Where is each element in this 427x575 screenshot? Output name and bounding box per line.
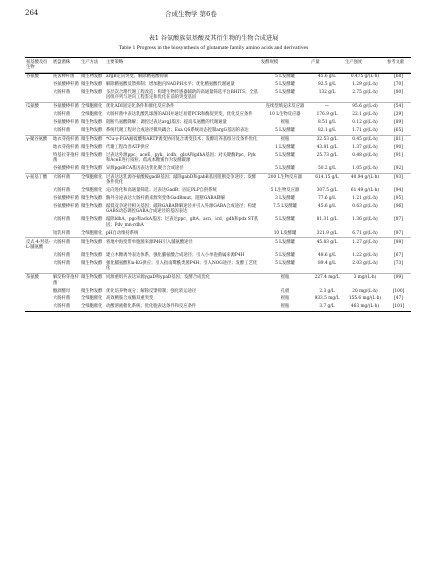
- scale-cell: 孔板: [280, 288, 290, 294]
- reference-cell: [47]: [394, 296, 403, 302]
- scale-cell: 摇瓶: [260, 135, 310, 143]
- productivity-cell: 3 mg/(L·h): [344, 274, 386, 288]
- chassis-cell: 谷氨酸棒杆菌: [53, 82, 79, 88]
- reference-cell: [97]: [394, 230, 403, 236]
- compound-cell: [25, 216, 52, 229]
- productivity-cell: 463 mg/(L·h): [350, 304, 380, 310]
- table-row: [25, 187, 411, 195]
- compound-cell: [25, 230, 52, 238]
- method-cell: 全细胞催化: [81, 230, 103, 236]
- chassis-cell: 大肠杆菌: [53, 89, 71, 95]
- compound-cell: [25, 111, 52, 119]
- table-title-en: Table 1 Progress in the biosynthesis of glutamate family amino acids and derivatives: [118, 45, 309, 51]
- method-cell: 全细胞催化: [81, 112, 103, 118]
- reference-cell: [96]: [394, 203, 403, 209]
- strategy-cell: 解除精氨酸反馈抑制；增加胞内NADPH水平；优化精氨酸代谢通量: [106, 82, 235, 88]
- table-title-cn: 表1 谷氨酸族氨基酸及其衍生物的生物合成进展: [148, 35, 279, 42]
- table-row: [25, 119, 411, 127]
- col-header-method: 生产方法: [81, 59, 99, 65]
- method-cell: 微生物发酵: [81, 203, 103, 209]
- reference-cell: [90]: [394, 144, 403, 150]
- scale-cell: 5 L发酵罐: [275, 260, 295, 266]
- scale-cell: 1 L发酵罐: [275, 144, 295, 150]
- strategy-cell: 过表达达乳源谷氨酸胺gadB基因；敲除gabD和gabB基因阻断竞争途径；发酵条件优化: [105, 173, 260, 187]
- strategy-cell: 敲除ldhA、pgo和ackA基因；过表达ppc、gltA、acn、icd、gdh和pdx ST基因；Pdv_mn-rdhA: [106, 217, 259, 228]
- reference-cell: [39]: [394, 112, 403, 118]
- reference-cell: [94]: [394, 188, 403, 194]
- col-header-scale: 发酵规模: [261, 59, 279, 65]
- table-row: [25, 203, 411, 216]
- chassis-cell: 大肠杆菌: [53, 296, 71, 302]
- strategy-cell: 大肠杆菌中表达乳酸乳球菌的ADI并通过易错PCR和酶促突变，优化反应条件: [106, 112, 253, 118]
- compound-cell: [25, 295, 52, 303]
- reference-cell: [67]: [394, 252, 403, 258]
- reference-cell: [54]: [386, 103, 411, 111]
- titer-cell: 933.5 mg/L: [314, 296, 340, 302]
- chassis-cell: 地衣芽孢杆菌: [53, 144, 79, 150]
- productivity-cell: 1.05 g/(L·h): [352, 165, 378, 171]
- method-cell: 微生物发酵: [80, 135, 105, 143]
- table-row: [25, 252, 411, 260]
- chassis-cell: 大肠杆菌: [53, 304, 71, 310]
- titer-cell: 25.73 g/L: [316, 152, 338, 158]
- method-cell: 微生物发酵: [81, 260, 103, 266]
- chassis-cell: 短乳杆菌: [53, 230, 71, 236]
- method-cell: 微生物发酵: [81, 82, 103, 88]
- scale-cell: 10 L生物反应器: [269, 112, 301, 118]
- table-row: [25, 81, 411, 89]
- chassis-cell: 钝齿棒杆菌: [52, 73, 80, 81]
- reference-cell: [81]: [386, 135, 411, 143]
- titer-cell: 176.9 g/L: [316, 112, 338, 118]
- col-header-productivity: 生产强度: [345, 59, 363, 65]
- titer-cell: 77.6 g/L: [318, 196, 336, 202]
- strategy-cell: pH自动维持系统: [106, 230, 139, 236]
- titer-cell: 45.6 g/L: [318, 203, 336, 209]
- productivity-cell: 0.63 g/(L·h): [352, 203, 378, 209]
- col-header-chassis: 底盘菌株: [53, 59, 71, 65]
- productivity-cell: 2.75 g/(L·h): [352, 89, 378, 95]
- strategy-cell: 优化培养物成分；解除反馈抑制；强化转运途径: [106, 288, 197, 294]
- scale-cell: 5 L发酵罐: [260, 238, 310, 252]
- chassis-cell: 解淀粉芽孢杆菌: [53, 275, 79, 286]
- table-row: [25, 89, 411, 103]
- table-row: [25, 73, 411, 81]
- titer-cell: 307.5 g/L: [316, 188, 338, 194]
- table-row: [25, 230, 411, 238]
- strategy-cell: 强化脯氨酸和a-KG供应；引入指南鹭酰类菌P4H；引入NOG途径；发酵工艺优化: [106, 260, 258, 272]
- amino-acid-table: [25, 58, 411, 311]
- chassis-cell: 特基拉芽孢杆菌: [53, 152, 79, 164]
- table-row: [25, 103, 411, 111]
- titer-cell: 3.7 g/L: [319, 304, 335, 310]
- scale-cell: 5 L发酵罐: [275, 89, 295, 95]
- compound-cell: γ-氨基丁酸: [25, 173, 52, 187]
- scale-cell: 5 L发酵罐: [275, 252, 295, 258]
- productivity-cell: 1.71 g/(L·h): [352, 127, 378, 133]
- compound-cell: [25, 151, 52, 164]
- col-header-strategy: 主要策略: [106, 59, 124, 65]
- reference-cell: [68]: [386, 73, 411, 81]
- productivity-cell: 61.49 g/(L·h): [350, 188, 380, 194]
- strategy-cell: 酶外分泌表达大肠杆菌来源突变体GadBmut；阻断GABA降解: [106, 196, 226, 202]
- scale-cell: 连续型填充床反应器: [260, 103, 310, 111]
- scale-cell: 摇瓶: [260, 274, 310, 288]
- scale-cell: 摇瓶: [280, 304, 290, 310]
- compound-cell: [25, 303, 52, 311]
- strategy-cell: 过表达外源ppc、aceE、pyk、icdh、glsA和gdhA基因；对关键酶Ppc、Pyk和AceE进行质粒；低成本糖蜜作为发酵碳源: [106, 152, 256, 164]
- titer-cell: 321.9 g/L: [316, 230, 338, 236]
- scale-cell: 10 L发酵罐: [273, 230, 297, 236]
- chassis-cell: 谷氨酸棒杆菌: [53, 120, 79, 126]
- table-row: [25, 127, 411, 135]
- method-cell: 全细胞催化: [80, 103, 105, 111]
- strategy-cell: 代谢工程改善ATP供应: [106, 144, 149, 150]
- col-header-compound: 氨基酸及衍生物: [26, 59, 48, 70]
- compound-cell: [25, 89, 52, 103]
- strategy-cell: *Cu-γ-PGA耐硫酸和ARTP诱变协同复合诱变技术；发酵培养基组分及条件优化: [105, 135, 260, 143]
- reference-cell: [93]: [386, 173, 411, 187]
- table-bottom-rule: [25, 311, 411, 312]
- method-cell: 微生物发酵: [81, 196, 103, 202]
- compound-cell: [25, 119, 52, 127]
- strategy-cell: 敲低竞争途径相关基因；敲除GABA降解途径并引入外源GABA合成途径；构建GABS动态调控GABA合成途径的基因表达: [106, 203, 257, 215]
- table-row: [25, 195, 411, 203]
- chassis-cell: 酿酒酵母: [53, 288, 71, 294]
- journal-title: 合成生物学 第6卷: [165, 10, 217, 18]
- table-row: [25, 135, 411, 143]
- scale-cell: 5 L发酵罐: [275, 82, 295, 88]
- chassis-cell: 大肠杆菌: [52, 173, 80, 187]
- reference-cell: [80]: [394, 89, 403, 95]
- reference-cell: [91]: [394, 152, 403, 158]
- strategy-cell: 动酸溶液催化系统；优化胞表达条件和反应条件: [106, 304, 197, 310]
- reference-cell: [101]: [392, 304, 405, 310]
- compound-cell: [25, 195, 52, 203]
- strategy-cell: 阻断鸟氨酸降解；调控过表达argJ基因；提高瓜氨酸的代谢通量: [106, 120, 227, 126]
- table-row: [25, 144, 411, 152]
- method-cell: 微生物发酵: [81, 127, 103, 133]
- table-row: [25, 151, 411, 164]
- productivity-cell: 1.36 g/(L·h): [352, 217, 378, 223]
- productivity-cell: 2.03 g/(L·h): [352, 260, 378, 266]
- method-cell: 微生物发酵: [80, 73, 105, 81]
- titer-cell: 92.5 g/L: [318, 82, 336, 88]
- chassis-cell: 大肠杆菌: [53, 112, 71, 118]
- method-cell: 微生物发酵: [81, 152, 103, 158]
- chassis-cell: 地衣芽孢杆菌: [53, 136, 79, 142]
- compound-cell: 谷氨酸: [25, 73, 52, 81]
- table-row: [25, 216, 411, 229]
- reference-cell: [73]: [394, 260, 403, 266]
- method-cell: 全细胞催化: [80, 173, 105, 187]
- titer-cell: 81.31 g/L: [316, 217, 338, 223]
- productivity-cell: 1.27 g/(L·h): [344, 238, 386, 252]
- method-cell: 微生物发酵: [81, 217, 103, 223]
- productivity-cell: 1.29 g/(L·h): [352, 82, 378, 88]
- method-cell: 微生物发酵: [81, 144, 103, 150]
- titer-cell: 132 g/L: [318, 89, 336, 95]
- table-row: [25, 260, 411, 274]
- chassis-cell: 大肠杆菌: [53, 127, 71, 133]
- col-header-reference: 参考文献: [387, 59, 405, 65]
- titer-cell: 50.2 g/L: [318, 165, 336, 171]
- strategy-cell: 系统代谢工程对合成途径模块耦合；Esa QS系统动态控制argG基因的表达: [106, 127, 249, 133]
- method-cell: 微生物发酵: [81, 120, 103, 126]
- titer-cell: 227.4 mg/L: [310, 274, 344, 288]
- reference-cell: [95]: [394, 196, 403, 202]
- compound-cell: [25, 165, 52, 173]
- strategy-cell: 同源重组共表达异源ygaD和ypaD基因；发酵合成优化: [105, 274, 260, 288]
- method-cell: 全细胞催化: [81, 188, 103, 194]
- table-row: [25, 173, 411, 187]
- compound-cell: [25, 187, 52, 195]
- strategy-cell: 高效精胺合成酶双重突变: [106, 296, 154, 302]
- titer-cell: 89.4 g/L: [318, 260, 336, 266]
- titer-cell: 8.51 g/L: [318, 120, 336, 126]
- titer-cell: —: [310, 103, 344, 111]
- reference-cell: [65]: [394, 127, 403, 133]
- productivity-cell: 1.21 g/(L·h): [352, 196, 378, 202]
- reference-cell: [87]: [394, 217, 403, 223]
- productivity-cell: 6.71 g/(L·h): [352, 230, 378, 236]
- page-header: [0, 0, 427, 30]
- titer-cell: 82.1 g/L: [318, 127, 336, 133]
- scale-cell: 7.5 L发酵罐: [273, 203, 297, 209]
- productivity-cell: 0.475 g/(L·h): [344, 73, 386, 81]
- scale-cell: 200 L生物反应器: [260, 173, 310, 187]
- strategy-cell: 将地中海变带单胞菌来源P4H引入脯氨酸途径: [105, 238, 260, 252]
- reference-cell: [99]: [386, 274, 411, 288]
- titer-cell: 43.81 g/L: [316, 144, 338, 150]
- col-header-titer: 产量: [311, 59, 320, 65]
- chassis-cell: 大肠杆菌: [53, 188, 71, 194]
- table-caption: [0, 33, 427, 51]
- scale-cell: 5 L发酵罐: [275, 127, 295, 133]
- chassis-cell: 谷氨酸棒杆菌: [53, 203, 79, 209]
- productivity-cell: 20 mg/(L·h): [352, 288, 378, 294]
- method-cell: 全细胞催化: [81, 304, 103, 310]
- productivity-cell: 22.1 g/(L·h): [352, 112, 378, 118]
- method-cell: 微生物发酵: [80, 274, 105, 288]
- method-cell: 微生物发酵: [81, 165, 103, 171]
- chassis-cell: 谷氨酸棒杆菌: [53, 104, 79, 110]
- compound-cell: [25, 287, 52, 295]
- titer-cell: 614.15 g/L: [310, 173, 344, 187]
- reference-cell: [92]: [394, 165, 403, 171]
- reference-cell: [98]: [386, 238, 411, 252]
- titer-cell: 32.53 g/L: [310, 135, 344, 143]
- strategy-cell: argB定向突变，解除精氨酸抑制: [105, 73, 260, 81]
- strategy-cell: 建立木糖诱导表达体系，强化脯氨酸合成途径；引入小单孢菌属来源P4H: [106, 252, 245, 258]
- productivity-cell: 1.37 g/(L·h): [352, 144, 378, 150]
- productivity-cell: 0.12 g/(L·h): [352, 120, 378, 126]
- scale-cell: 5 L生物反应器: [270, 188, 300, 194]
- method-cell: 微生物发酵: [80, 238, 105, 252]
- reference-cell: [70]: [394, 82, 403, 88]
- productivity-cell: 1.22 g/(L·h): [352, 252, 378, 258]
- reference-cell: [100]: [392, 288, 405, 294]
- compound-cell: 反式-4-羟基-L-脯氨酸: [26, 239, 51, 251]
- chassis-cell: 谷氨酸棒杆菌: [53, 196, 79, 202]
- titer-cell: 2.3 g/L: [319, 288, 335, 294]
- compound-cell: 茶氨酸: [25, 274, 52, 288]
- compound-cell: [25, 252, 52, 260]
- scale-cell: 5 L发酵罐: [275, 152, 295, 158]
- table-row: [25, 165, 411, 173]
- chassis-cell: 谷氨酸棒杆菌: [53, 165, 79, 171]
- compound-cell: γ-聚谷氨酸: [25, 135, 52, 143]
- productivity-cell: 0.45 g/(L·h): [344, 135, 386, 143]
- chassis-cell: 大肠杆菌: [53, 260, 71, 266]
- scale-cell: 5 L发酵罐: [275, 217, 295, 223]
- productivity-cell: 0.48 g/(L·h): [352, 152, 378, 158]
- compound-cell: [25, 127, 52, 135]
- strategy-cell: 异源pgsBCA基因表达优化聚合合成途径: [106, 165, 184, 171]
- scale-cell: 摇瓶: [280, 120, 290, 126]
- table-row: [25, 111, 411, 119]
- titer-cell: 45.6 g/L: [310, 73, 344, 81]
- titer-cell: 45.83 g/L: [310, 238, 344, 252]
- table-row: [25, 274, 411, 288]
- scale-cell: 摇瓶: [280, 296, 290, 302]
- strategy-cell: 优化ADI固定化条件和催化反应条件: [105, 103, 260, 111]
- scale-cell: 5 L发酵罐: [260, 73, 310, 81]
- strategy-cell: 定向进化和高通量筛选；过表达GadB；固定PLP自供系统: [106, 188, 217, 194]
- strategy-cell: 多层次合理代谢工程改造；构建生物传感器辅助的高通量筛选平台BHITS；全基因组序列与逆向工程鉴定和优化在前的突变基因: [106, 89, 258, 101]
- titer-cell: 48.6 g/L: [318, 252, 336, 258]
- table-header-row: [25, 58, 411, 73]
- table-row: [25, 287, 411, 295]
- table-row: [25, 238, 411, 252]
- productivity-cell: 95.6 g/(L·d): [344, 103, 386, 111]
- table-row: [25, 295, 411, 303]
- method-cell: 微生物发酵: [81, 252, 103, 258]
- method-cell: 全细胞催化: [81, 296, 103, 302]
- productivity-cell: 40.94 g/(L·h): [344, 173, 386, 187]
- scale-cell: 5 L发酵罐: [275, 165, 295, 171]
- compound-cell: 瓜氨酸: [25, 103, 52, 111]
- scale-cell: 3 L发酵罐: [275, 196, 295, 202]
- productivity-cell: 155.6 mg/(L·h): [348, 296, 382, 302]
- page-number: 264: [25, 9, 39, 17]
- reference-cell: [89]: [394, 120, 403, 126]
- chassis-cell: 大肠杆菌: [53, 252, 71, 258]
- table-body: [25, 73, 411, 312]
- compound-cell: [25, 144, 52, 152]
- method-cell: 微生物发酵: [81, 288, 103, 294]
- chassis-cell: 大肠杆菌: [53, 217, 71, 223]
- table-row: [25, 303, 411, 311]
- chassis-cell: 大肠杆菌: [52, 238, 80, 252]
- compound-cell: [25, 260, 52, 274]
- compound-cell: [25, 81, 52, 89]
- compound-cell: [25, 203, 52, 216]
- method-cell: 微生物发酵: [81, 89, 103, 95]
